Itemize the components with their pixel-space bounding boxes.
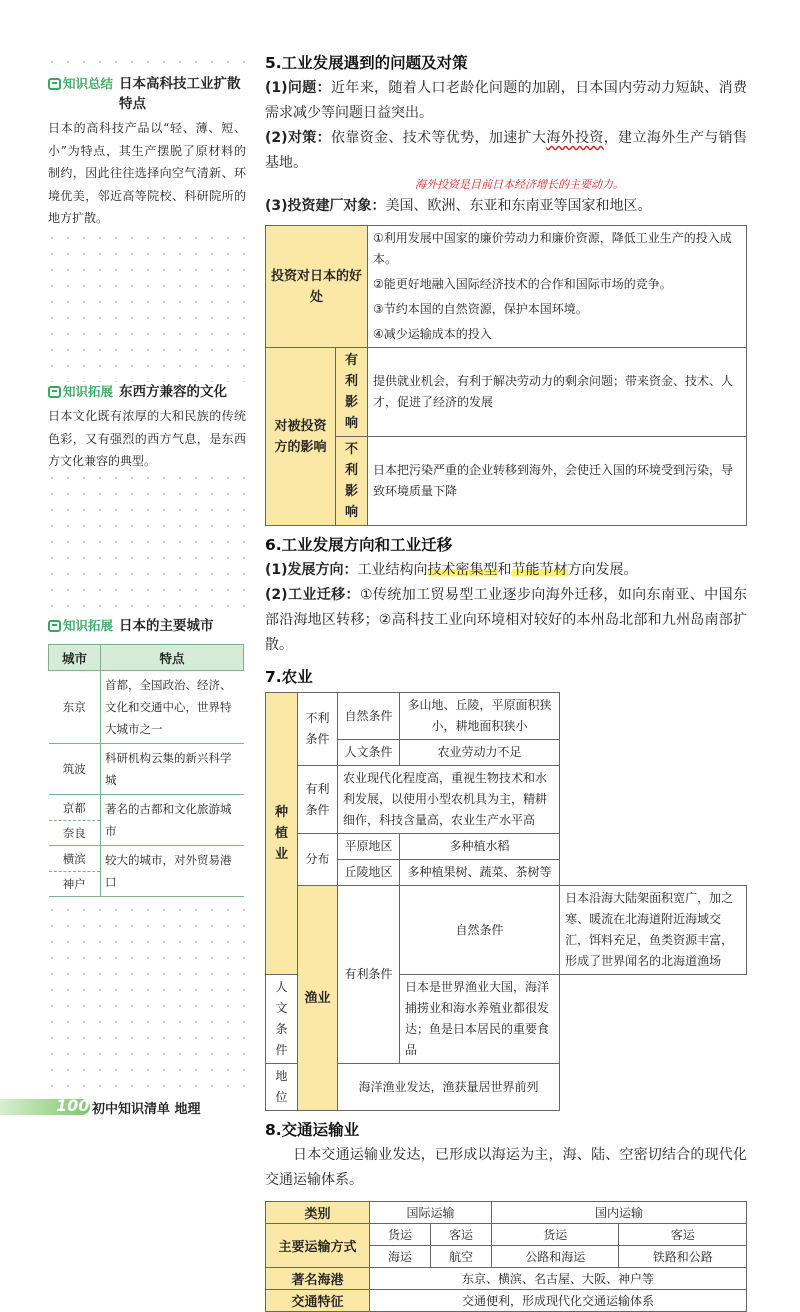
fishery-natural-label: 自然条件	[400, 886, 560, 975]
feature-cell: 科研机构云集的新兴科学城	[101, 744, 244, 795]
fishery-human-text: 日本是世界渔业大国，海洋捕捞业和海水养殖业都很发达；鱼是日本居民的重要食品	[400, 975, 560, 1064]
hill-label: 丘陵地区	[338, 860, 400, 886]
ports-header: 著名海港	[266, 1268, 370, 1290]
fishery-favorable-label: 有利条件	[338, 886, 400, 1064]
positive-label: 有利影响	[336, 348, 368, 437]
page-number: 100	[56, 1096, 90, 1115]
favorable-text: 农业现代化程度高，重视生物技术和水利发展，以使用小型农机具为主，精耕细作，科技含量高，农业生产水平高	[338, 766, 560, 834]
table-row	[49, 795, 244, 846]
section-8-title: 8.交通运输业	[265, 1121, 360, 1139]
city-cell: 筑波	[49, 744, 101, 795]
section-6-title: 6.工业发展方向和工业迁移	[265, 536, 453, 554]
natural-text: 多山地、丘陵，平原面积狭小，耕地面积狭小	[400, 693, 560, 740]
benefit-header: 投资对日本的好处	[266, 226, 368, 348]
pencil-icon	[48, 386, 61, 398]
cities-table	[48, 644, 244, 897]
freight-label: 货运	[491, 1224, 619, 1246]
knowledge-extension-culture-box	[48, 382, 246, 473]
feature-cell: 著名的古都和文化旅游城市	[101, 795, 244, 846]
impact-header: 对被投资方的影响	[266, 348, 336, 526]
main-content	[265, 50, 747, 1312]
benefit-item: ③节约本国的自然资源，保护本国环境。	[368, 297, 747, 322]
feature-cell: 较大的城市，对外贸易港口	[101, 846, 244, 897]
benefit-item: ②能更好地融入国际经济技术的合作和国际市场的竞争。	[368, 272, 747, 297]
pencil-icon	[48, 620, 61, 632]
category-header: 类别	[266, 1202, 370, 1224]
intl-passenger: 航空	[430, 1246, 491, 1268]
s5-target: (3)投资建厂对象：美国、欧洲、东亚和东南亚等国家和地区。	[265, 198, 652, 214]
freight-label: 货运	[370, 1224, 431, 1246]
table-row	[49, 744, 244, 795]
negative-text: 日本把污染严重的企业转移到海外，会使迁入国的环境受到污染，导致环境质量下降	[368, 437, 747, 526]
domestic-passenger: 铁路和公路	[619, 1246, 747, 1268]
knowledge-extension-cities-box	[48, 616, 246, 897]
knowledge-summary-box	[48, 74, 246, 230]
passenger-label: 客运	[430, 1224, 491, 1246]
city-cell: 横滨	[49, 847, 101, 872]
city-cell: 奈良	[62, 825, 86, 840]
s5-problem: (1)问题：近年来，随着人口老龄化问题的加剧，日本国内劳动力短缺、消费需求减少等问题日益突出。	[265, 80, 748, 121]
natural-label: 自然条件	[338, 693, 400, 740]
box-title: 东西方兼容的文化	[119, 384, 228, 400]
domestic-freight: 公路和海运	[491, 1246, 619, 1268]
agriculture-table	[265, 692, 747, 1111]
knowledge-tag: 知识总结	[48, 74, 113, 94]
box-title: 日本高科技工业扩散特点	[119, 76, 241, 112]
table-header: 城市	[49, 645, 101, 671]
box-title: 日本的主要城市	[119, 618, 214, 634]
s6-direction: (1)发展方向：工业结构向技术密集型和节能节材方向发展。	[265, 562, 638, 578]
pencil-icon	[48, 78, 61, 90]
intl-freight: 海运	[370, 1246, 431, 1268]
positive-text: 提供就业机会，有利于解决劳动力的剩余问题；带来资金、技术、人才，促进了经济的发展	[368, 348, 747, 437]
city-cell: 东京	[49, 671, 101, 744]
crop-header: 种植业	[266, 693, 298, 975]
book-title: 初中知识清单 地理	[92, 1102, 201, 1117]
favorable-label: 有利条件	[298, 766, 338, 834]
s8-paragraph: 日本交通运输业发达，已形成以海运为主，海、陆、空密切结合的现代化交通运输体系。	[265, 1147, 747, 1188]
negative-label: 不利影响	[336, 437, 368, 526]
human-label: 人文条件	[338, 740, 400, 766]
box-text: 日本的高科技产品以“轻、薄、短、小”为特点，其生产摆脱了原材料的制约，因此往往选择向空气清新、环境优美，邻近高等院校、科研院所的地方扩散。	[48, 121, 246, 225]
highlight: 节能节材	[511, 562, 568, 578]
feature-header: 交通特征	[266, 1290, 370, 1312]
domestic-header: 国内运输	[491, 1202, 746, 1224]
sidebar	[42, 50, 247, 1090]
page-footer	[0, 1095, 260, 1117]
plain-label: 平原地区	[338, 834, 400, 860]
human-text: 农业劳动力不足	[400, 740, 560, 766]
fishery-natural-text: 日本沿海大陆架面积宽广，加之寒、暖流在北海道附近海域交汇，饵料充足，鱼类资源丰富，形成了世界闻名的北海道渔场	[560, 886, 747, 975]
knowledge-tag: 知识拓展	[48, 616, 113, 636]
table-row	[49, 846, 244, 897]
handwritten-note: 海外投资是目前日本经济增长的主要动力。	[415, 178, 624, 191]
benefit-item: ④减少运输成本的投入	[368, 322, 747, 348]
s6-migration: (2)工业迁移：①传统加工贸易型工业逐步向海外迁移，如向东南亚、中国东部沿海地区转移；②高科技工业向环境相对较好的本州岛北部和九州岛南部扩散。	[265, 587, 747, 653]
ports-text: 东京、横滨、名古屋、大阪、神户等	[370, 1268, 747, 1290]
section-7-title: 7.农业	[265, 668, 313, 686]
knowledge-tag: 知识拓展	[48, 382, 113, 402]
feature-cell: 首都，全国政治、经济、文化和交通中心，世界特大城市之一	[101, 671, 244, 744]
section-5-title: 5.工业发展遇到的问题及对策	[265, 54, 468, 72]
table-row	[49, 671, 244, 744]
transport-table	[265, 1201, 747, 1312]
investment-table	[265, 225, 747, 526]
feature-text: 交通便利，形成现代化交通运输体系	[370, 1290, 747, 1312]
distribution-label: 分布	[298, 834, 338, 886]
passenger-label: 客运	[619, 1224, 747, 1246]
hill-text: 多种植果树、蔬菜、茶树等	[400, 860, 560, 886]
status-text: 海洋渔业发达，渔获量居世界前列	[338, 1064, 560, 1111]
intl-header: 国际运输	[370, 1202, 492, 1224]
unfavorable-label: 不利条件	[298, 693, 338, 766]
table-header: 特点	[101, 645, 244, 671]
overseas-investment-mark: 海外投资	[546, 130, 604, 146]
fishery-header: 渔业	[298, 886, 338, 1111]
plain-text: 多种植水稻	[400, 834, 560, 860]
status-label: 地位	[266, 1064, 298, 1111]
city-cell: 神户	[62, 876, 86, 891]
s5-countermeasure: (2)对策：依靠资金、技术等优势，加速扩大海外投资，建立海外生产与销售基地。	[265, 130, 748, 171]
box-text: 日本文化既有浓厚的大和民族的传统色彩，又有强烈的西方气息，是东西方文化兼容的典型。	[48, 409, 246, 468]
city-cell: 京都	[49, 796, 101, 821]
highlight: 技术密集型	[427, 562, 498, 578]
mode-header: 主要运输方式	[266, 1224, 370, 1268]
benefit-item: ①利用发展中国家的廉价劳动力和廉价资源，降低工业生产的投入成本。	[368, 226, 747, 273]
fishery-human-label: 人文条件	[266, 975, 298, 1064]
